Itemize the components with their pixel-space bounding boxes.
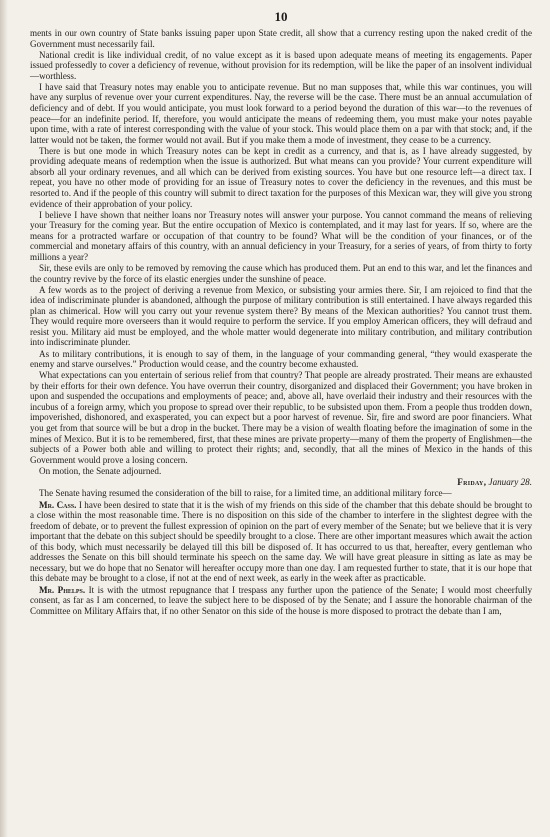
paragraph: What expectations can you entertain of serious relief from that country? That people are already prostrated. Their means are exhausted by their efforts for their own defence. You have overrun their country, disorganized and displaced their Government; you have broken in upon and suspended the occupations and employments of peace; and, above all, have overlaid their industry and their resources with the incubus of a foreign army, which you propose to spread over their republic, to be subsisted upon them. From a people thus trodden down, impoverished, dishonored, and exasperated, you can expect but a poor harvest of revenue. Sir, fire and sword are poor financiers. What you get from that source will be but a drop in the bucket. There may be a vision of wealth floating before the imagination of some in the mines of Mexico. But it is to be remembered, first, that these mines are private property—many of them the property of Englishmen—the subjects of a Power both able and willing to protect their rights; and, secondly, that all the mines of Mexico in the hands of this Government would prove a losing concern. (30, 370, 532, 465)
speech-paragraph (30, 585, 532, 617)
body-text (30, 28, 532, 616)
dateline-day: Friday, (457, 476, 487, 487)
speech-text: It is with the utmost repugnance that I trespass any further upon the patience of the Senate; I would most cheerfully consent, as far as I am concerned, to leave the subject here to be disposed of by the Senate; and I assure the honorable chairman of the Committee on Military Affairs that, if no other Senator on this side of the house is more disposed to protract the debate than I am, (30, 584, 532, 616)
paragraph: I believe I have shown that neither loans nor Treasury notes will answer your purpose. You cannot command the means of relieving your Treasury for the coming year. But the entire occupation of Mexico is contemplated, and it may last for years. If so, where are the means for a protracted warfare or occupation of that country to be found? What will be the condition of your finances, or of the commercial and monetary affairs of this country, with an annual deficiency in your Treasury, for a series of years, of from thirty to forty millions a year? (30, 209, 532, 262)
paragraph: Sir, these evils are only to be removed by removing the cause which has produced them. Put an end to this war, and let the finances and the country revive by the force of its elastic energies under the sunshine of peace. (30, 263, 532, 284)
dateline (30, 477, 532, 488)
paragraph: National credit is like individual credit, of no value except as it is based upon adequate means of meeting its engagements. Paper issued professedly to cover a deficiency of revenue, without provision for its redemption, will be like the paper of an insolvent individual—worthless. (30, 49, 532, 81)
speech-paragraph (30, 500, 532, 584)
speaker-name: Mr. Phelps. (39, 584, 86, 595)
paragraph: ments in our own country of State banks issuing paper upon State credit, all show that a currency resting upon the naked credit of the Government must necessarily fail. (30, 28, 532, 49)
speech-text: I have been desired to state that it is the wish of my friends on this side of the chamber that this debate should be brought to a close within the most reasonable time. There is no disposition on this side of the chamber to interfere in the slightest degree with the freedom of debate, or to prevent the fullest expression of opinion on the part of every member of the Senate; but we believe that it is very important that the debate on this subject should be speedily brought to a close. There are other important measures which await the action of this body, which must necessarily be delayed till this bill be disposed of. It has occurred to us that, hereafter, every gentleman who addresses the Senate on this bill should terminate his speech on the same day. We will have great pleasure in sitting as late as may be necessary, but we do hope that no Senator will hereafter occupy more than one day. I am requested further to state, that it is our hope that this debate may be brought to a close, if not at the end of next week, as early in the week after as practicable. (30, 499, 532, 584)
dateline-date: January 28. (488, 476, 532, 487)
paragraph: I have said that Treasury notes may enable you to anticipate revenue. But no man supposes that, while this war continues, you will have any surplus of revenue over your current expenditures. Nay, the reverse will be the case. There must be an annual accumulation of deficiency and of debt. If you would anticipate, you must look forward to a period beyond the duration of this war—to the revenues of peace—for an indefinite period. If, therefore, you would anticipate the means of redeeming them, you must make your notes payable upon time, with a rate of interest corresponding with the value of your stock. This would place them on a par with that stock; and, if the latter would not be taken, the former would not avail. But if you make them a mode of investment, they cease to be a currency. (30, 81, 532, 145)
speaker-name: Mr. Cass. (39, 499, 77, 510)
paragraph: A few words as to the project of deriving a revenue from Mexico, or subsisting your armies there. Sir, I am rejoiced to find that the idea of indiscriminate plunder is abandoned, although the purpose of military contribution is still entertained. I have always regarded this plan as chimerical. How will you carry out your revenue system there? By means of the Mexican authorities? You cannot trust them. They would require more overseers than it would require to perform the service. If you employ American officers, they will defraud and resist you. Military aid must be employed, and the whole matter would degenerate into military contribution, and military contribution into indiscriminate plunder. (30, 284, 532, 348)
paragraph: As to military contributions, it is enough to say of them, in the language of your commanding general, “they would exasperate the enemy and starve ourselves.” Production would cease, and the country become exhausted. (30, 348, 532, 370)
paragraph: The Senate having resumed the consideration of the bill to raise, for a limited time, an additional military force— (39, 488, 452, 499)
paragraph: On motion, the Senate adjourned. (39, 465, 162, 476)
page-number: 10 (274, 9, 288, 24)
paragraph: There is but one mode in which Treasury notes can be kept in credit as a currency, and that is, as I have already suggested, by providing adequate means of redemption when the issue is authorized. But what means can you provide? Your current expenditure will absorb all your ordinary revenues, and all which can be derived from existing sources. You have but one resource left—a direct tax. I repeat, you have no other mode of providing for an issue of Treasury notes to cover the deficiency in the revenues, and this must be resorted to. And if the people of this country will submit to direct taxation for the purposes of this Mexican war, they will give you strong evidence of their approbation of your policy. (30, 145, 532, 209)
